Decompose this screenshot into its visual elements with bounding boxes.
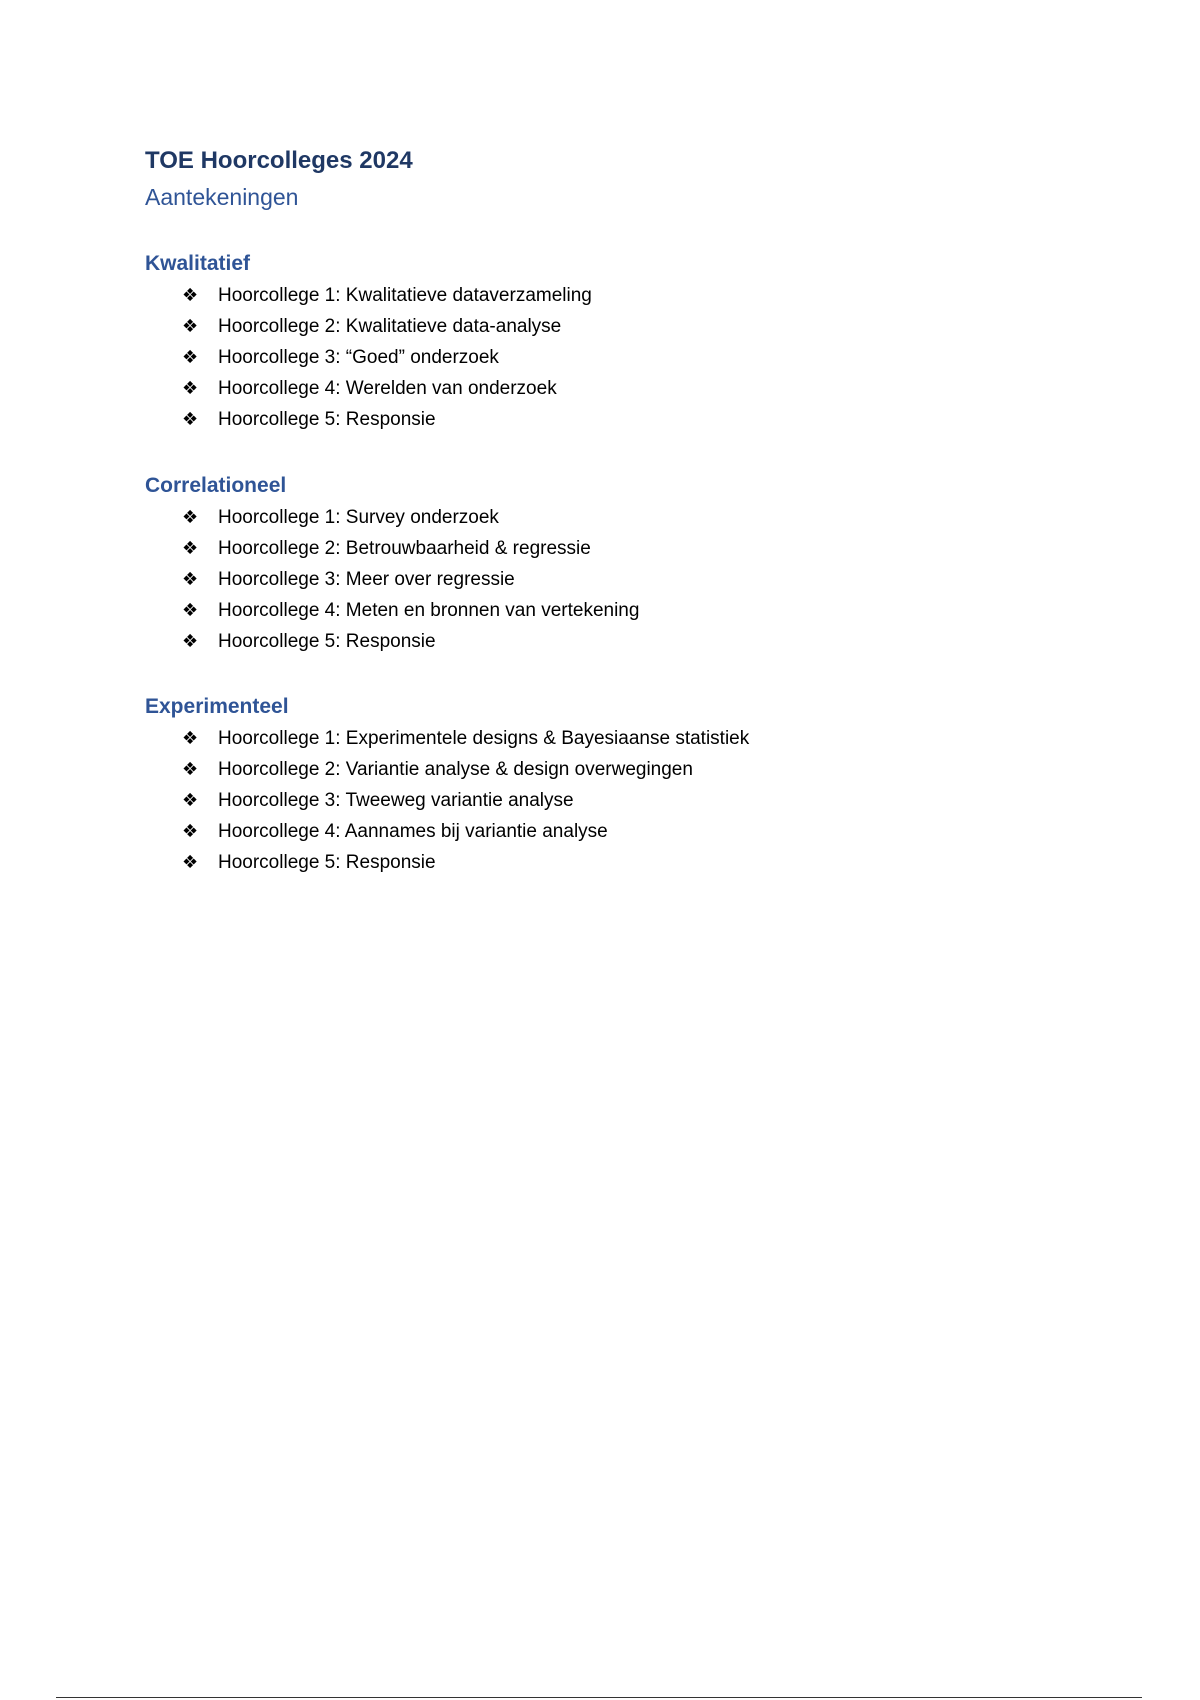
list-item <box>145 816 1045 847</box>
list-item <box>145 626 1045 657</box>
list-item-text: Hoorcollege 2: Kwalitatieve data-analyse <box>218 316 562 337</box>
list-item-text: Hoorcollege 3: Tweeweg variantie analyse <box>218 790 574 811</box>
list-item-text: Hoorcollege 3: Meer over regressie <box>218 569 515 590</box>
diamond-bullet-icon: ❖ <box>182 728 199 748</box>
section-heading: Correlationeel <box>145 474 287 497</box>
diamond-bullet-icon: ❖ <box>182 600 199 620</box>
list-item-text: Hoorcollege 4: Meten en bronnen van vertekening <box>218 600 640 621</box>
diamond-bullet-icon: ❖ <box>182 507 199 527</box>
list-item-text: Hoorcollege 4: Aannames bij variantie analyse <box>218 821 608 842</box>
list-item-text: Hoorcollege 1: Experimentele designs & Bayesiaanse statistiek <box>218 728 750 749</box>
document-title: TOE Hoorcolleges 2024 <box>145 147 413 174</box>
diamond-bullet-icon: ❖ <box>182 378 199 398</box>
list-item <box>145 342 1045 373</box>
section-heading: Experimenteel <box>145 695 289 718</box>
diamond-bullet-icon: ❖ <box>182 538 199 558</box>
diamond-bullet-icon: ❖ <box>182 790 199 810</box>
list-item <box>145 404 1045 435</box>
list-item <box>145 847 1045 878</box>
list-item-text: Hoorcollege 5: Responsie <box>218 409 436 430</box>
diamond-bullet-icon: ❖ <box>182 852 199 872</box>
list-item <box>145 723 1045 754</box>
diamond-bullet-icon: ❖ <box>182 759 199 779</box>
list-item-text: Hoorcollege 5: Responsie <box>218 852 436 873</box>
list-item <box>145 533 1045 564</box>
diamond-bullet-icon: ❖ <box>182 316 199 336</box>
list-item <box>145 311 1045 342</box>
diamond-bullet-icon: ❖ <box>182 347 199 367</box>
diamond-bullet-icon: ❖ <box>182 821 199 841</box>
list-item <box>145 785 1045 816</box>
list-item-text: Hoorcollege 2: Variantie analyse & design overwegingen <box>218 759 693 780</box>
list-item-text: Hoorcollege 1: Kwalitatieve dataverzameling <box>218 285 592 306</box>
list-item <box>145 502 1045 533</box>
list-item <box>145 754 1045 785</box>
section-kwalitatief <box>145 250 1045 435</box>
list-item <box>145 595 1045 626</box>
list-item <box>145 280 1045 311</box>
section-experimenteel <box>145 693 1045 878</box>
lecture-list <box>145 723 1045 878</box>
diamond-bullet-icon: ❖ <box>182 409 199 429</box>
list-item-text: Hoorcollege 2: Betrouwbaarheid & regressie <box>218 538 591 559</box>
diamond-bullet-icon: ❖ <box>182 569 199 589</box>
lecture-list <box>145 502 1045 657</box>
section-heading: Kwalitatief <box>145 252 251 275</box>
diamond-bullet-icon: ❖ <box>182 285 199 305</box>
lecture-list <box>145 280 1045 435</box>
list-item-text: Hoorcollege 5: Responsie <box>218 631 436 652</box>
page-bottom-divider <box>56 1697 1142 1698</box>
list-item <box>145 373 1045 404</box>
section-correlationeel <box>145 472 1045 657</box>
diamond-bullet-icon: ❖ <box>182 631 199 651</box>
list-item-text: Hoorcollege 1: Survey onderzoek <box>218 507 499 528</box>
list-item-text: Hoorcollege 4: Werelden van onderzoek <box>218 378 557 399</box>
document-subtitle: Aantekeningen <box>145 184 299 210</box>
list-item <box>145 564 1045 595</box>
list-item-text: Hoorcollege 3: “Goed” onderzoek <box>218 347 499 368</box>
